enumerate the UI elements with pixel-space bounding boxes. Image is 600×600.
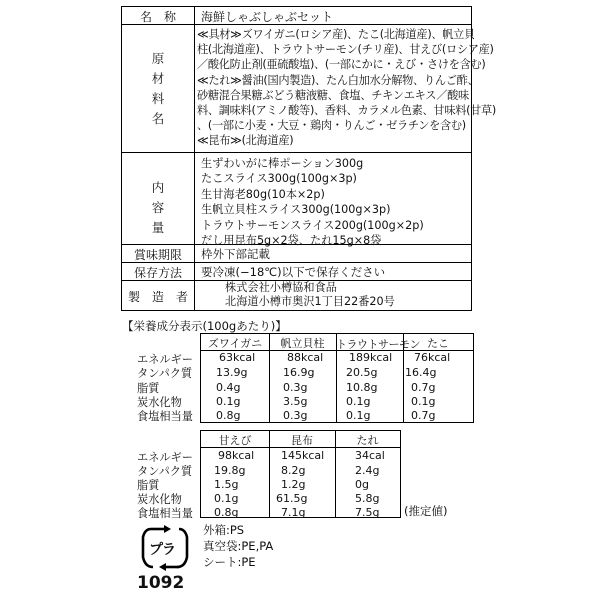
storage-row: [122, 262, 471, 281]
row-label: 食塩相当量: [137, 507, 193, 520]
cell-value: 0.8g: [214, 506, 239, 519]
maker-company: 株式会社小樽協和食品: [225, 281, 337, 294]
packaging-list: [203, 522, 273, 570]
contents-line: 生甘海老80g(10本×2p): [201, 187, 325, 201]
materials-label-cell: [122, 24, 195, 152]
contents-label-char: 内: [151, 180, 165, 195]
column-header: トラウトサーモン: [336, 338, 420, 351]
cell-value: 5.8g: [355, 492, 380, 505]
maker-label: 製 造 者: [127, 290, 188, 304]
materials-line: 料、調味料(アミノ酸等)、香料、カラメル色素、甘味料(甘草): [197, 104, 496, 118]
materials-line: 砂糖混合果糖ぶどう糖液糖、食塩、チキンエキス／酸味: [197, 88, 469, 102]
cell-value: 0.7g: [411, 381, 436, 394]
cell-value: 0.3g: [283, 409, 308, 422]
recycle-mark-text: プラ: [149, 542, 175, 558]
cell-value: 1.5g: [214, 478, 239, 491]
expiry-label-cell: [122, 244, 195, 262]
nutrition-title: 【栄養成分表示(100gあたり)】: [122, 319, 287, 333]
cell-value: 0.1g: [411, 395, 436, 408]
cell-value: 1.2g: [281, 478, 306, 491]
cell-value: 0.3g: [283, 381, 308, 394]
maker-address: 北海道小樽市奥沢1丁目22番20号: [225, 294, 395, 308]
maker-label-cell: [122, 280, 195, 310]
materials-label-char: 材: [151, 71, 165, 86]
cell-value: 10.8g: [346, 381, 378, 394]
row-label: エネルギー: [137, 353, 193, 366]
cell-value: 0.7g: [411, 409, 436, 422]
cell-value: 20.5g: [346, 366, 378, 379]
storage-label-cell: [122, 262, 195, 280]
recycle-mark: [137, 523, 193, 573]
materials-list: [197, 27, 496, 149]
cell-value: 0.1g: [216, 395, 241, 408]
row-label: エネルギー: [137, 451, 193, 464]
contents-line: だし用昆布5g×2袋、たれ15g×8袋: [201, 234, 382, 248]
contents-line: 生ずわいがに棒ポーション300g: [201, 157, 364, 170]
materials-line: ／酸化防止剤(亜硫酸塩)、(一部にかに・えび・さけを含む): [197, 58, 486, 72]
product-code: 1092: [137, 573, 185, 593]
cell-value: 0.8g: [216, 409, 241, 422]
maker-value: [225, 281, 467, 308]
contents-list: [201, 156, 467, 248]
maker-row: [122, 280, 471, 310]
contents-line: 生帆立貝柱スライス300g(100g×3p): [201, 203, 391, 217]
row-label: 炭水化物: [137, 396, 182, 409]
contents-label-cell: [122, 152, 195, 244]
materials-label-char: 料: [151, 91, 165, 106]
cell-value: 63kcal: [219, 351, 256, 364]
cell-value: 3.5g: [283, 395, 308, 408]
cell-value: 16.4g: [405, 366, 437, 379]
product-spec-table: [121, 6, 496, 311]
cell-value: 145kcal: [281, 449, 325, 462]
materials-line: ≪昆布≫(北海道産): [197, 134, 294, 148]
row-label: タンパク質: [137, 367, 193, 380]
row-label: 炭水化物: [137, 493, 182, 506]
contents-line: トラウトサーモンスライス200g(100g×2p): [201, 218, 424, 232]
row-label: 食塩相当量: [137, 410, 193, 423]
storage-label: 保存方法: [133, 266, 182, 280]
materials-line: ≪たれ≫醤油(国内製造)、たん白加水分解物、りんご酢、: [197, 73, 479, 87]
expiry-label: 賞味期限: [133, 248, 182, 262]
column-header: 帆立貝柱: [280, 337, 325, 350]
cell-value: 0.1g: [346, 409, 371, 422]
materials-label-char: 名: [151, 111, 165, 126]
column-header: 昆布: [291, 434, 313, 447]
column-header: たれ: [356, 434, 379, 447]
materials-line: 、(一部に小麦・大豆・鶏肉・りんご・ゼラチンを含む): [197, 119, 466, 133]
cell-value: 7.1g: [281, 506, 306, 519]
cell-value: 0.1g: [214, 492, 239, 505]
cell-value: 61.5g: [276, 492, 308, 505]
row-label: 脂質: [137, 382, 160, 395]
cell-value: 98kcal: [218, 449, 255, 462]
cell-value: 16.9g: [283, 366, 315, 379]
contents-line: たこスライス300g(100g×3p): [201, 172, 357, 186]
packaging-line: 真空袋:PE,PA: [203, 539, 274, 553]
storage-value: 要冷凍(−18℃)以下で保存ください: [201, 265, 386, 279]
cell-value: 76kcal: [414, 351, 451, 364]
name-label: 名 称: [139, 10, 176, 24]
row-label: 脂質: [137, 479, 160, 492]
contents-row: [122, 152, 471, 248]
cell-value: 7.5g: [355, 506, 380, 519]
materials-line: 柱(北海道産)、トラウトサーモン(チリ産)、甘えび(ロシア産): [197, 43, 494, 57]
cell-value: 0.1g: [346, 395, 371, 408]
cell-value: 8.2g: [281, 464, 306, 477]
name-row: [122, 7, 471, 25]
row-label: タンパク質: [137, 465, 193, 478]
name-label-cell: [122, 7, 195, 24]
expiry-row: [122, 244, 471, 263]
cell-value: 189kcal: [349, 351, 393, 364]
contents-label-char: 量: [151, 220, 165, 235]
column-header: たこ: [427, 337, 449, 350]
materials-label-char: 原: [151, 51, 165, 66]
materials-row: [122, 24, 496, 153]
column-header: ズワイガニ: [207, 337, 263, 350]
cell-value: 34cal: [355, 449, 385, 462]
materials-line: ≪具材≫ズワイガニ(ロシア産)、たこ(北海道産)、帆立貝: [197, 28, 475, 41]
cell-value: 0g: [355, 478, 369, 491]
contents-label-char: 容: [151, 200, 165, 215]
expiry-value: 枠外下部記載: [201, 247, 270, 261]
cell-value: 0.4g: [216, 381, 241, 394]
cell-value: 88kcal: [287, 351, 324, 364]
cell-value: 19.8g: [214, 464, 246, 477]
cell-value: 13.9g: [216, 366, 248, 379]
packaging-line: 外箱:PS: [203, 523, 245, 537]
cell-value: 2.4g: [355, 464, 380, 477]
column-header: 甘えび: [218, 434, 252, 447]
packaging-line: シート:PE: [203, 555, 256, 569]
name-value: 海鮮しゃぶしゃぶセット: [201, 10, 334, 24]
estimate-note: (推定値): [404, 504, 448, 518]
